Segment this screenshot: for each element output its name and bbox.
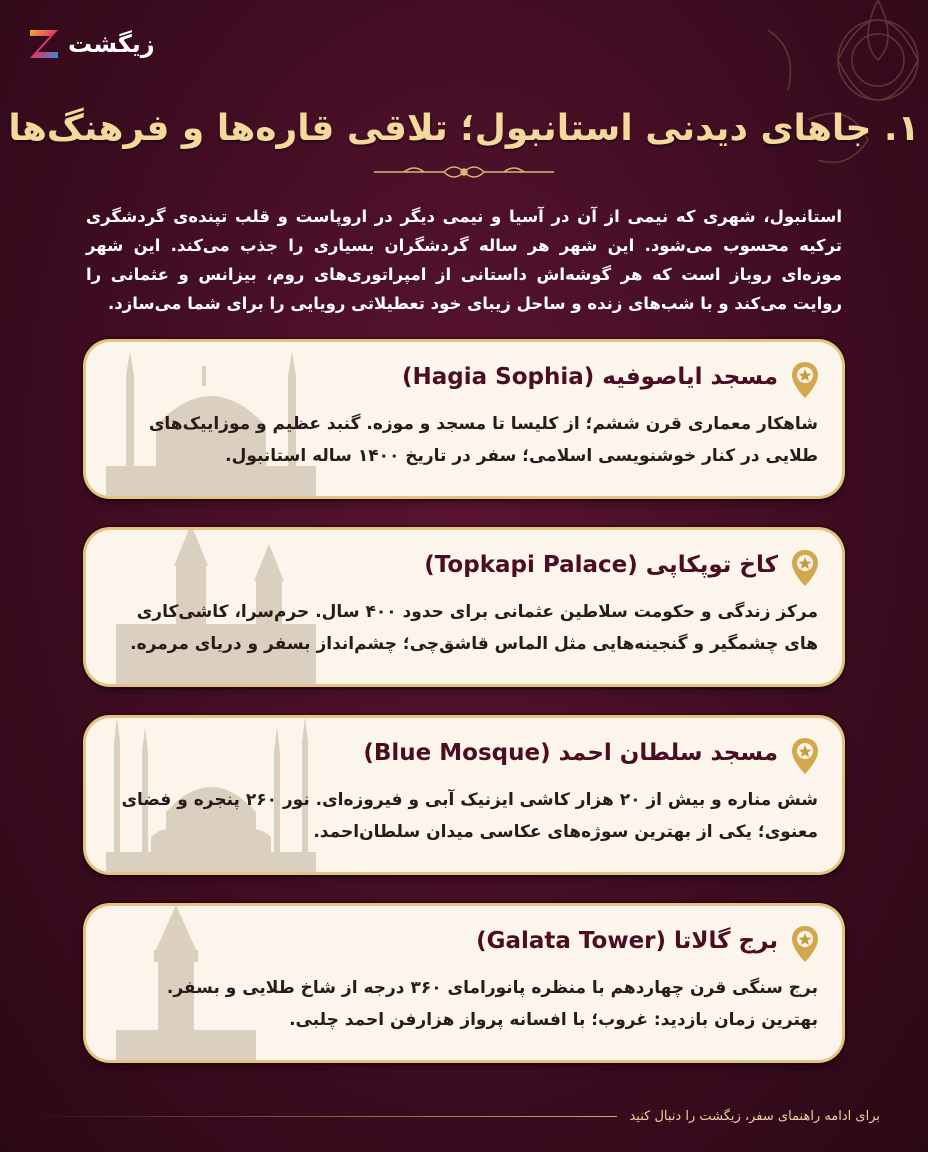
map-pin-star-icon [790,360,820,400]
card-description: برج سنگی قرن چهاردهم با منظره پانورامای ۳۶۰ درجه از شاخ طلایی و بسفر. بهترین زمان بازدید: غروب؛ با افسانه پرواز هزارفن احمد چلبی. [166,978,818,1030]
card-description: مرکز زندگی و حکومت سلاطین عثمانی برای حدود ۴۰۰ سال. حرم‌سرا، کاشی‌کاری های چشمگیر و گنجینه‌هایی مثل الماس قاشق‌چی؛ چشم‌انداز بسفر و دریای مرمره. [130,602,818,654]
card-title: مسجد سلطان احمد (Blue Mosque) [363,740,778,766]
map-pin-star-icon [790,736,820,776]
floral-ornament-icon [708,0,928,200]
card-description: شش مناره و بیش از ۲۰ هزار کاشی ایزنیک آبی و فیروزه‌ای. نور ۲۶۰ پنجره و فضای معنوی؛ یکی از بهترین سوژه‌های عکاسی میدان سلطان‌احمد. [121,790,818,842]
zigasht-logo-icon [26,26,62,62]
footer [20,1109,880,1124]
page-title: ۱. جاهای دیدنی استانبول؛ تلاقی قاره‌ها و فرهنگ‌ها [8,108,920,149]
attraction-card-topkapi[interactable] [86,530,842,684]
brand-name: زیگشت [68,30,155,58]
ornament-divider-icon [364,160,564,184]
footer-follow-text: برای ادامه راهنمای سفر، زیگشت را دنبال کنید [629,1109,880,1124]
attraction-card-galata-tower[interactable] [86,906,842,1060]
map-pin-star-icon [790,548,820,588]
intro-paragraph: استانبول، شهری که نیمی از آن در آسیا و نیمی دیگر در اروپاست و قلب تپنده‌ی گردشگری ترکیه محسوب می‌شود. این شهر هر ساله گردشگران بسیاری را جذب می‌کند. این شهر موزه‌ای روباز است که هر گوشه‌اش داستانی از امپراتوری‌های روم، بیزانس و عثمانی را روایت می‌کند و با شب‌های زنده و ساحل زیبای خود تعطیلاتی رویایی را برای شما می‌سازد. [86,207,842,313]
card-title: کاخ توپکاپی (Topkapi Palace) [424,552,778,578]
attraction-card-blue-mosque[interactable] [86,718,842,872]
footer-divider [20,1116,617,1117]
attraction-card-hagia-sophia[interactable] [86,342,842,496]
card-title: مسجد ایاصوفیه (Hagia Sophia) [401,364,778,390]
brand-logo[interactable] [26,26,155,62]
card-description: شاهکار معماری قرن ششم؛ از کلیسا تا مسجد و موزه. گنبد عظیم و موزاییک‌های طلایی در کنار خوشنویسی اسلامی؛ سفر در تاریخ ۱۴۰۰ ساله استانبول. [148,414,818,466]
card-title: برج گالاتا (Galata Tower) [476,928,778,954]
map-pin-star-icon [790,924,820,964]
